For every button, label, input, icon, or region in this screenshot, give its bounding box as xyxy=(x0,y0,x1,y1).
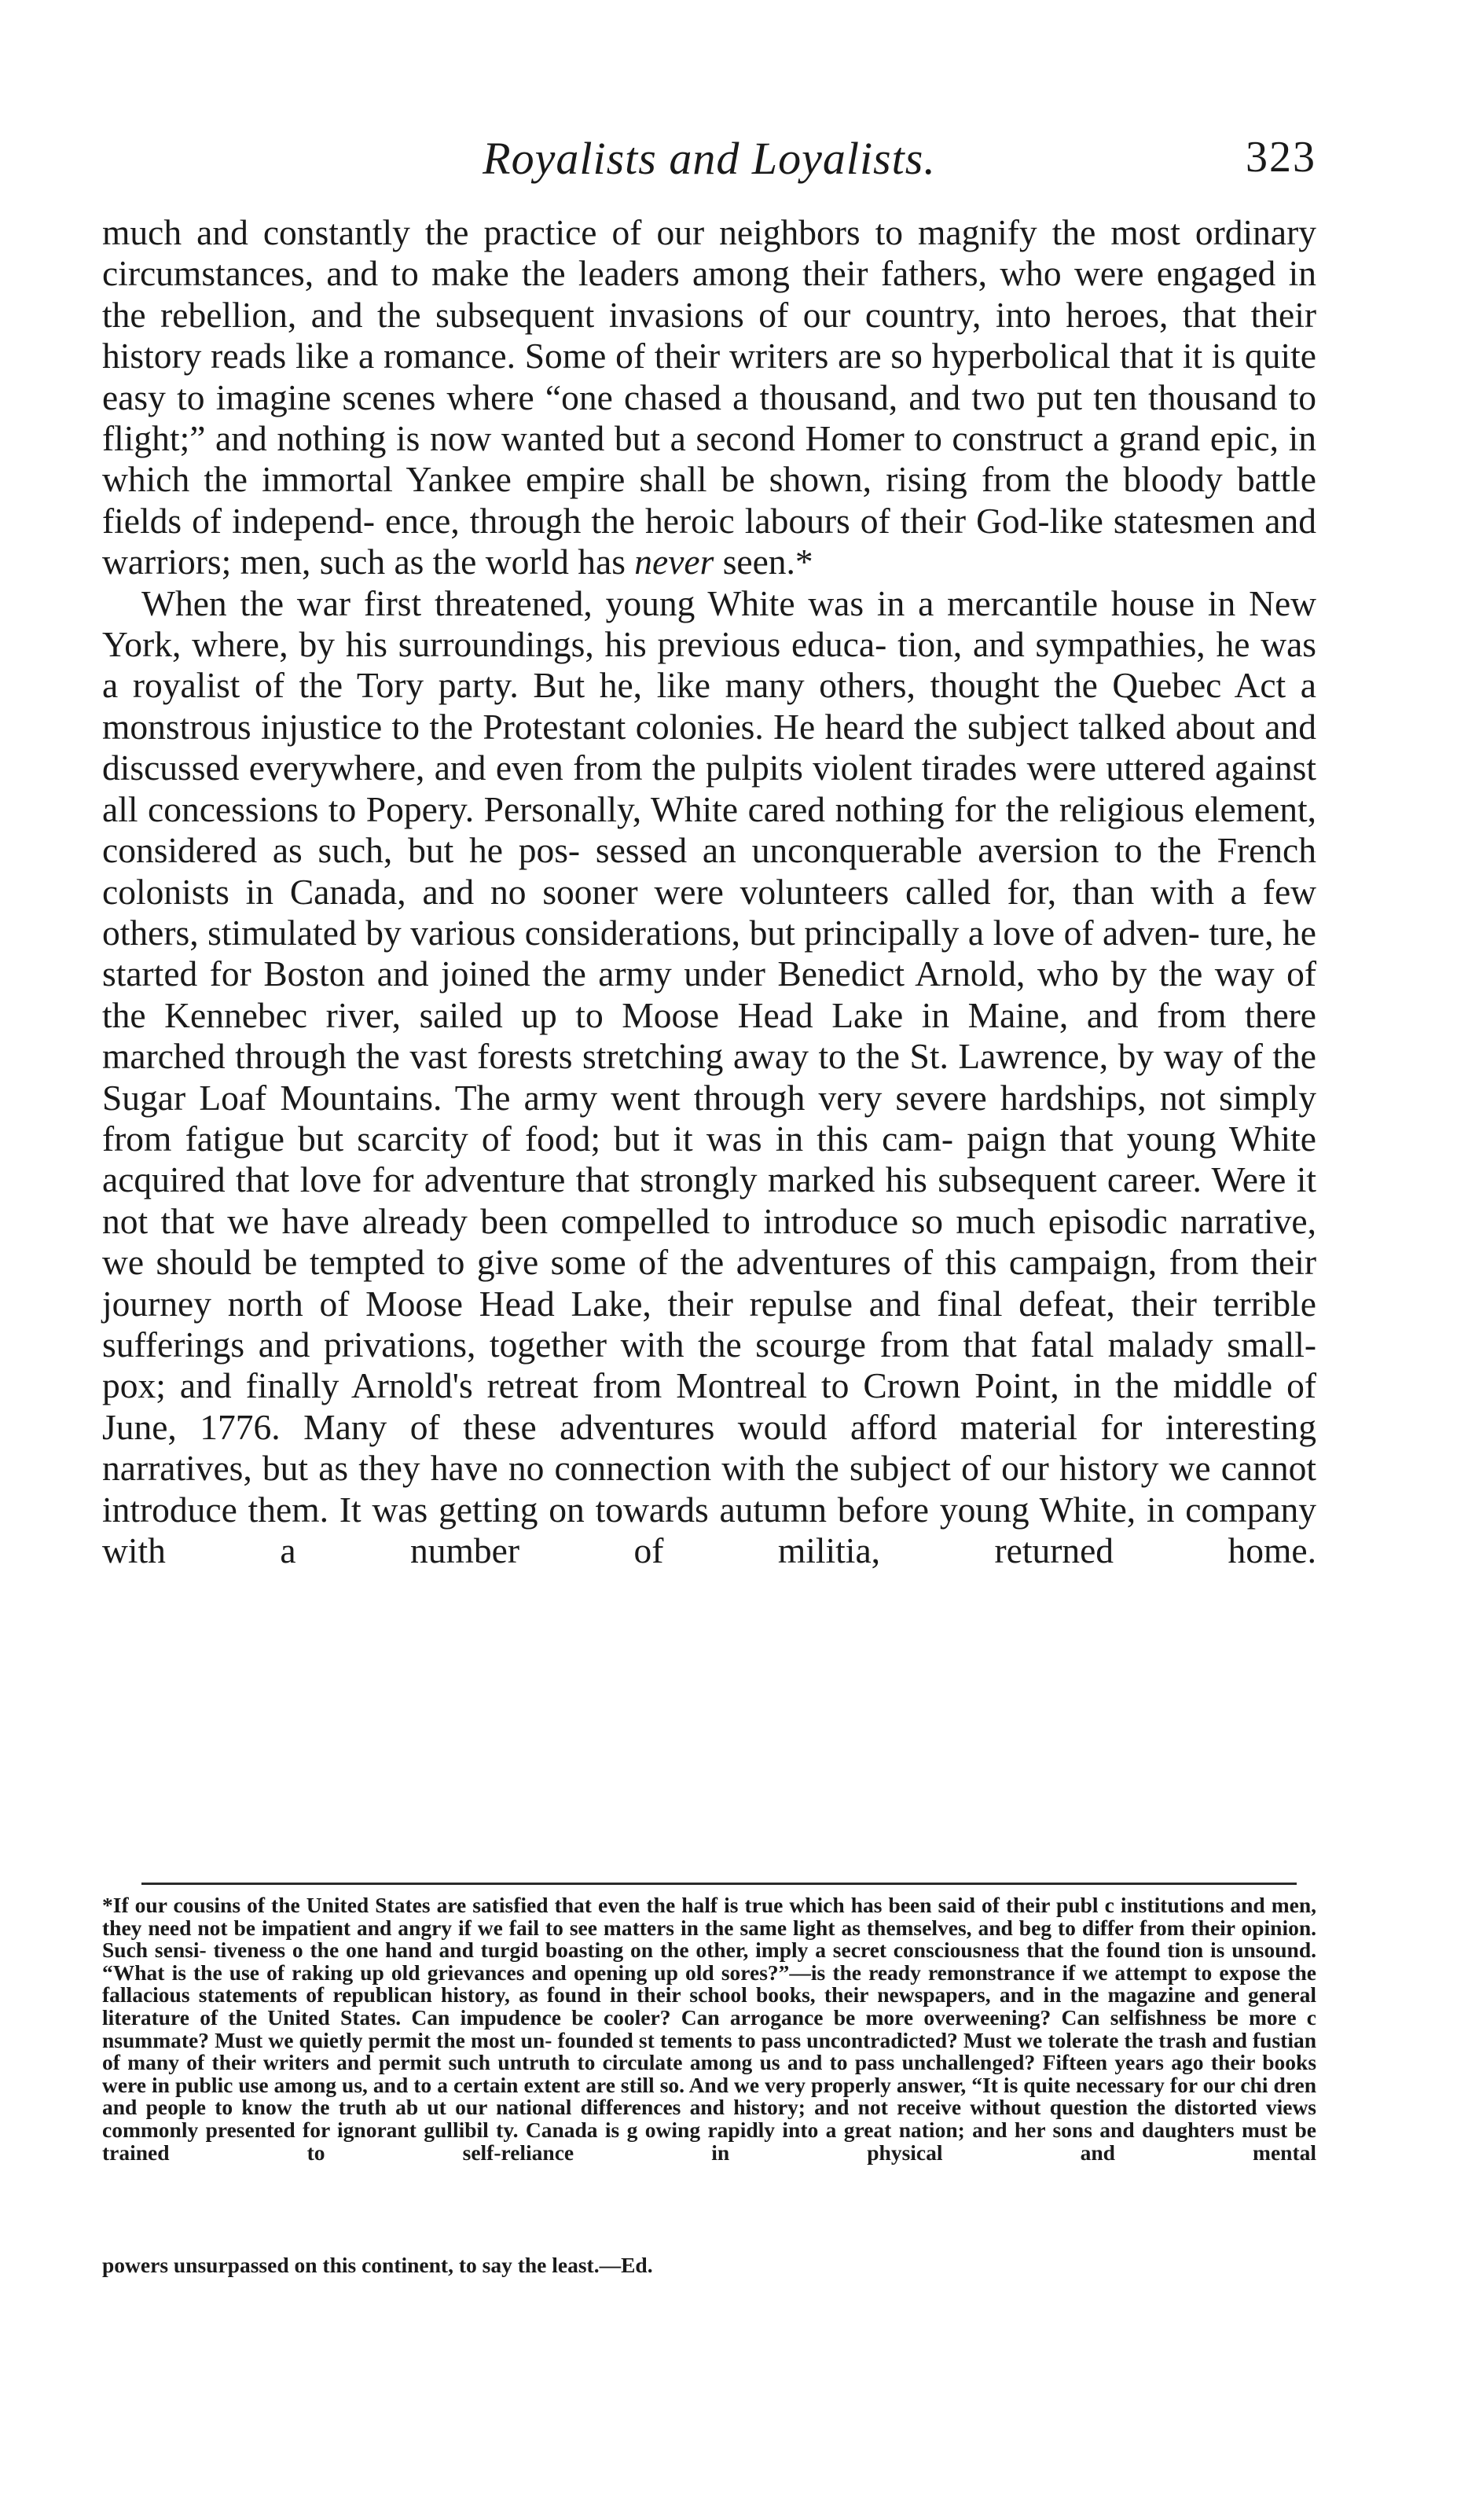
footnote-line: And we very properly answer, “It is quite necessary for our chi dren and people to know the xyxy=(102,2072,1317,2120)
emphasized-word: never xyxy=(634,542,714,582)
footnote-marker: seen.* xyxy=(714,542,813,582)
text-line: Head Lake in Maine, and from there marched through the vast xyxy=(102,994,1316,1077)
text-line: house in New York, where, by his surroundings, his previous educa- xyxy=(102,582,1316,665)
text-line: these adventures would afford material for interesting narratives, xyxy=(102,1406,1316,1489)
text-line: from that fatal malady small-pox; and finally Arnold's retreat from xyxy=(102,1324,1316,1406)
text-line: discussed everywhere, and even from the pulpits violent tirades were xyxy=(102,748,1096,788)
text-line: ence, through the heroic labours of their God-like statesmen and xyxy=(385,500,1317,541)
text-line: not simply from fatigue but scarcity of food; but it was in this cam- xyxy=(102,1077,1317,1159)
footnote-line: *If our cousins of the United States are satisfied that even the half is true which has been xyxy=(102,1893,932,1917)
text-line: invasions of our country, into heroes, that their history reads like a xyxy=(102,294,1317,377)
footnote-line: said of their publ c institutions and men, they need not be impatient and angry if we fail to xyxy=(102,1893,1317,1940)
text-line: like many others, thought the Quebec Act a monstrous injustice to xyxy=(102,665,1317,747)
text-line: When the war first threatened, young White was in a mercantile xyxy=(141,582,1099,623)
paragraph-1-last-line xyxy=(102,542,1316,582)
text-line: romance. Some of their writers are so hyperbolical that it is quite xyxy=(383,336,1316,377)
text-line: been compelled to introduce so much episodic narrative, we should be xyxy=(102,1200,1316,1283)
text-line: Arnold, who by the way of the Kennebec river, sailed up to Moose xyxy=(102,953,1316,1035)
footnote-line: found tion is unsound. “What is the use of raking up old grievances and opening up old xyxy=(102,1938,1316,1985)
text-line: empire shall be shown, rising from the bloody battle fields of independ- xyxy=(102,459,1317,541)
text-line: fathers, who were engaged in the rebellion, and the subsequent xyxy=(102,253,1316,335)
text-line: their terrible sufferings and privations, together with the scourge xyxy=(102,1283,1316,1365)
footnote-line: views commonly presented for ignorant gullibil ty. Canada is g owing rapidly into a great xyxy=(102,2095,1317,2142)
text-line: sessed an unconquerable aversion to the French colonists in Canada, xyxy=(102,830,1316,912)
paragraph-1 xyxy=(102,212,1316,542)
text-line: marked his subsequent career. Were it not that we have already xyxy=(102,1159,1317,1241)
text-line: nothing for the religious element, considered as such, but he pos- xyxy=(102,788,1316,871)
footnote-line: powers unsurpassed on this continent, to say the least.—Ed. xyxy=(102,2253,653,2277)
paragraph-2 xyxy=(102,583,1316,1572)
text-line: cannot introduce them. It was getting on towards autumn before xyxy=(102,1448,1316,1530)
text-line: ten thousand to flight;” and nothing is now wanted but a second xyxy=(102,377,1317,459)
text-line: stimulated by various considerations, but principally a love of adven- xyxy=(207,912,1200,953)
text-line: journey north of Moose Head Lake, their repulse and final defeat, xyxy=(102,1283,1115,1324)
page-number: 323 xyxy=(1246,133,1316,182)
footnote-line: Fifteen years ago their books were in public use among us, and to a certain extent are still so. xyxy=(102,2050,1317,2097)
text-line: ture, he started for Boston and joined the army under Benedict xyxy=(102,912,1317,994)
footnote xyxy=(102,1894,1316,2164)
text-line: much and constantly the practice of our neighbors to magnify the xyxy=(102,212,1096,252)
text-line: but as they have no connection with the subject of our history we xyxy=(262,1448,1211,1489)
page-header xyxy=(102,132,1316,195)
text-line: paign that young White acquired that love for adventure that strongly xyxy=(102,1118,1316,1200)
footnote-line: founded st tements to pass uncontradicted? Must we tolerate the trash and fustian of many xyxy=(102,2027,1317,2075)
footnote-line: republican history, as found in their school books, their newspapers, and in the magazine and xyxy=(332,1982,1239,2008)
text-line: forests stretching away to the St. Lawrence, by way of the Sugar xyxy=(102,1036,1316,1118)
text-line: tion, and sympathies, he was a royalist of the Tory party. But he, xyxy=(102,624,1317,706)
footnote-line: of their writers and permit such untruth to circulate among us and to pass unchallenged? xyxy=(186,2050,1036,2075)
text-line: warriors; men, such as the world has xyxy=(102,542,635,582)
text-line: most ordinary circumstances, and to make the leaders among their xyxy=(102,212,1317,294)
footnote-line: overweening? Can selfishness be more c nsummate? Must we quietly permit the most un- xyxy=(102,2004,1316,2052)
text-line: young White, in company with a number of militia, returned home. xyxy=(102,1489,1317,1570)
footnote-line: truth ab ut our national differences and history; and not receive without question the distorted xyxy=(338,2095,1257,2120)
footnote-line: see matters in the same light as themselves, and beg to differ from their opinion. Such sensi- xyxy=(102,1915,1316,1963)
body-text xyxy=(102,212,1316,1571)
text-line: easy to imagine scenes where “one chased a thousand, and two put xyxy=(102,377,1082,417)
running-title: Royalists and Loyalists. xyxy=(483,133,936,184)
text-line: Montreal to Crown Point, in the middle of June, 1776. Many of xyxy=(102,1365,1316,1447)
footnote-line: nation; and her sons and daughters must be trained to self-reliance in physical and mental xyxy=(102,2117,1317,2165)
text-line: tempted to give some of the adventures of this campaign, from their xyxy=(309,1242,1317,1283)
footnote-line: sores?”—is the ready remonstrance if we attempt to expose the fallacious statements of xyxy=(102,1960,1316,2008)
footnote-last-line xyxy=(102,2254,1316,2277)
footnote-line: general literature of the United States. Can impudence be cooler? Can arrogance be more xyxy=(102,1982,1317,2030)
text-line: the Protestant colonies. He heard the subject talked about and xyxy=(429,706,1317,747)
footnote-line: tiveness o the one hand and turgid boasting on the other, imply a secret consciousness that the xyxy=(213,1938,1099,1963)
text-line: Loaf Mountains. The army went through very severe hardships, xyxy=(199,1077,1147,1118)
text-line: and no sooner were volunteers called for, than with a few others, xyxy=(102,871,1316,953)
text-line: Homer to construct a grand epic, in which the immortal Yankee xyxy=(102,418,1317,500)
footnote-divider xyxy=(141,1883,1297,1885)
text-line: uttered against all concessions to Popery. Personally, White cared xyxy=(102,748,1316,829)
